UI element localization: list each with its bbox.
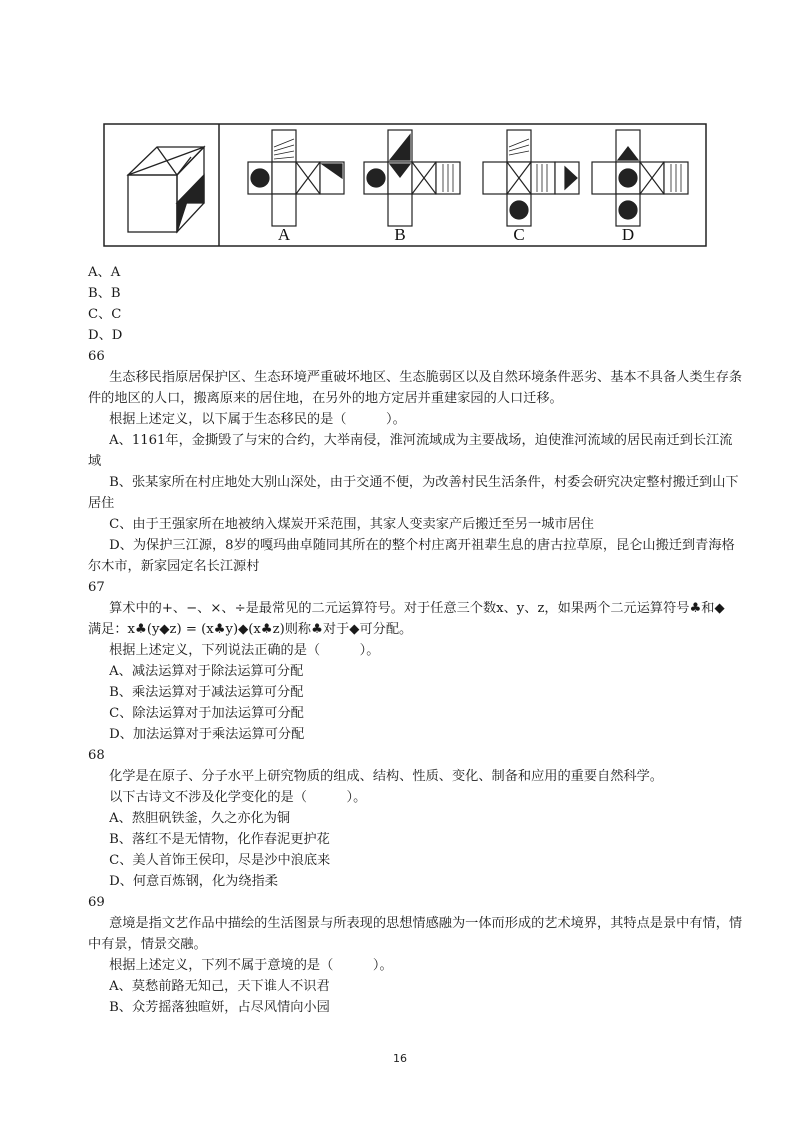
q67-option-a[interactable]: A、减法运算对于除法运算可分配 [109,664,304,679]
q66-option-a[interactable]: A、1161年，金撕毁了与宋的合约，大举南侵，淮河流域成为主要战场，迫使淮河流域的居民南迁到长江流域 [88,433,733,469]
q66-question: 根据上述定义，以下属于生态移民的是（ ）。 [109,412,406,427]
q66-number: 66 [88,349,105,364]
q66-definition: 生态移民指原居保护区、生态环境严重破坏地区、生态脆弱区以及自然环境条件恶劣、基本不具备人类生存条件的地区的人口，搬离原来的居住地，在另外的地方定居并重建家园的人口迁移。 [88,370,743,406]
q68-option-d[interactable]: D、何意百炼钢，化为绕指柔 [109,874,278,889]
net-label-a: A [277,225,291,244]
cube-net-figure [103,123,707,247]
q68-option-c[interactable]: C、美人首饰王侯印，尽是沙中浪底来 [109,853,331,868]
cube-net-diagram [103,123,707,247]
q65-option-b[interactable]: B、B [88,286,121,301]
net-label-b: B [394,225,406,244]
q68-option-a[interactable]: A、熬胆矾铁釜，久之亦化为铜 [109,811,291,826]
q65-option-c[interactable]: C、C [88,307,122,322]
net-label-d: D [621,225,635,244]
q67-option-d[interactable]: D、加法运算对于乘法运算可分配 [109,727,305,742]
q66-option-b[interactable]: B、张某家所在村庄地处大别山深处，由于交通不便，为改善村民生活条件，村委会研究决定整村搬迁到山下居住 [88,475,739,511]
page-number: 16 [393,1052,407,1065]
net-label-c: C [513,225,525,244]
q69-number: 69 [88,895,105,910]
q68-definition: 化学是在原子、分子水平上研究物质的组成、结构、性质、变化、制备和应用的重要自然科学。 [109,769,663,784]
q67-number: 67 [88,580,105,595]
q67-definition-line1: 算术中的+、−、×、÷是最常见的二元运算符号。对于任意三个数x、y、z，如果两个二元运算符号♣和◆ [109,601,725,616]
q65-option-a[interactable]: A、A [88,265,121,280]
q66-option-c[interactable]: C、由于王强家所在地被纳入煤炭开采范围，其家人变卖家产后搬迁至另一城市居住 [109,517,594,532]
q67-definition-line2: 满足：x♣(y◆z) = (x♣y)◆(x♣z)则称♣对于◆可分配。 [88,622,413,637]
q67-option-b[interactable]: B、乘法运算对于减法运算可分配 [109,685,304,700]
q69-question: 根据上述定义，下列不属于意境的是（ ）。 [109,958,393,973]
q67-option-c[interactable]: C、除法运算对于加法运算可分配 [109,706,304,721]
q65-option-d[interactable]: D、D [88,328,123,343]
q66-option-d[interactable]: D、为保护三江源，8岁的嘎玛曲卓随同其所在的整个村庄离开祖辈生息的唐古拉草原，昆仑山搬迁到青海格尔木市，新家园定名长江源村 [88,538,735,574]
page-content [88,262,744,1018]
q68-question: 以下古诗文不涉及化学变化的是（ ）。 [109,790,367,805]
q68-option-b[interactable]: B、落红不是无情物，化作春泥更护花 [109,832,330,847]
q67-question: 根据上述定义，下列说法正确的是（ ）。 [109,643,380,658]
q69-option-b[interactable]: B、众芳摇落独暄妍，占尽风情向小园 [109,1000,330,1015]
q69-option-a[interactable]: A、莫愁前路无知己，天下谁人不识君 [109,979,330,994]
q68-number: 68 [88,748,105,763]
q69-definition: 意境是指文艺作品中描绘的生活图景与所表现的思想情感融为一体而形成的艺术境界，其特点是景中有情，情中有景，情景交融。 [88,916,743,952]
